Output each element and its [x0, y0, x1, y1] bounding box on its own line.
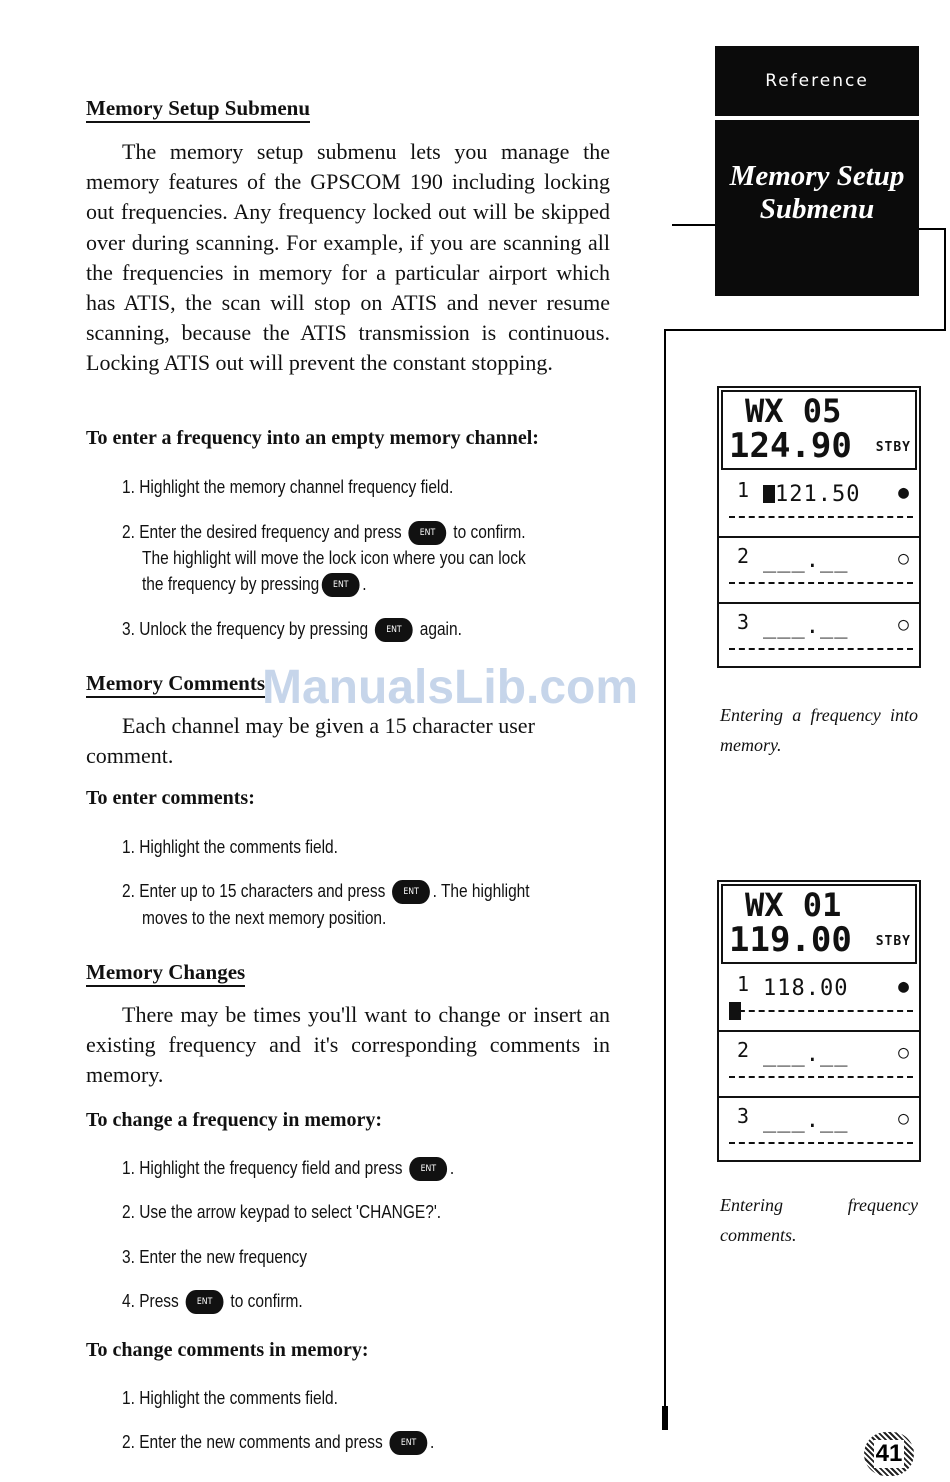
memory-changes-paragraph: There may be times you'll want to change or insert an existing frequency and it's corresponding comments in memory.	[86, 1002, 610, 1088]
lcd-header	[721, 390, 917, 470]
watermark: ManualsLib.com	[262, 661, 639, 714]
comment-field	[729, 1076, 913, 1078]
unlock-icon: ○	[898, 1108, 909, 1129]
cursor-icon	[763, 485, 775, 503]
ent-key-icon: ENT	[392, 880, 430, 904]
tab-right-rule	[919, 228, 945, 230]
unlock-icon: ○	[898, 614, 909, 635]
lcd-screen-enter-frequency	[717, 386, 921, 668]
memory-row-number: 3	[737, 1104, 750, 1128]
title-tab-line2: Submenu	[759, 193, 875, 225]
change-frequency-step1	[122, 1155, 454, 1181]
enter-frequency-step2	[122, 519, 526, 545]
memory-row-number: 2	[737, 544, 750, 568]
step-text: 2. Enter the desired frequency and press	[122, 522, 402, 542]
ent-key-icon: ENT	[186, 1290, 224, 1314]
change-frequency-step2: 2. Use the arrow keypad to select 'CHANGE?'.	[122, 1202, 442, 1222]
step-text: . The highlight	[432, 881, 530, 901]
enter-frequency-step2-line2: The highlight will move the lock icon where you can lock	[142, 548, 526, 568]
memory-row-frequency: ___.__	[763, 1042, 849, 1067]
change-frequency-step4	[122, 1288, 303, 1314]
step-text: the frequency by pressing	[142, 574, 320, 594]
unlock-icon: ○	[898, 548, 909, 569]
lcd-stby-label: STBY	[875, 440, 911, 455]
enter-comments-step2-line2: moves to the next memory position.	[142, 908, 387, 928]
memory-row	[719, 538, 919, 604]
change-comments-step1: 1. Highlight the comments field.	[122, 1388, 338, 1408]
memory-setup-heading: Memory Setup Submenu	[86, 96, 310, 123]
enter-frequency-subhead: To enter a frequency into an empty memory channel:	[86, 427, 539, 449]
enter-comments-step1: 1. Highlight the comments field.	[122, 837, 338, 857]
memory-row-frequency: ___.__	[763, 1108, 849, 1133]
step-text: .	[449, 1158, 455, 1178]
lcd-header	[721, 884, 917, 964]
lcd-stby-label: STBY	[875, 934, 911, 949]
lcd-screen-enter-comments	[717, 880, 921, 1162]
ent-key-icon: ENT	[375, 618, 413, 642]
screen2-caption: Entering frequency comments.	[720, 1195, 918, 1245]
memory-comments-heading: Memory Comments	[86, 671, 265, 698]
ent-key-icon: ENT	[390, 1431, 428, 1455]
step-text: again.	[419, 619, 462, 639]
change-frequency-step3: 3. Enter the new frequency	[122, 1247, 308, 1267]
enter-comments-step2	[122, 878, 530, 904]
title-tab-line1: Memory Setup	[729, 160, 905, 192]
column-divider	[664, 329, 666, 1409]
step-text: .	[430, 1432, 435, 1452]
step-text: 2. Enter up to 15 characters and press	[122, 881, 386, 901]
memory-row-frequency-value: 121.50	[775, 482, 861, 507]
memory-changes-heading: Memory Changes	[86, 960, 245, 987]
comment-field	[729, 1142, 913, 1144]
memory-row	[719, 1032, 919, 1098]
enter-frequency-step3	[122, 616, 462, 642]
section-tab-label: Reference	[765, 71, 869, 91]
memory-row-frequency: 118.00	[763, 976, 849, 1001]
memory-row-number: 1	[737, 478, 750, 502]
memory-row	[719, 604, 919, 668]
comment-field	[729, 648, 913, 650]
title-tab	[715, 120, 919, 296]
memory-row	[719, 472, 919, 538]
comment-field	[729, 582, 913, 584]
step-text: 3. Unlock the frequency by pressing	[122, 619, 369, 639]
lock-icon: ●	[898, 482, 909, 503]
ent-key-icon: ENT	[322, 573, 360, 597]
step-text: to confirm.	[230, 1291, 303, 1311]
screen1-caption: Entering a frequency into memory.	[720, 705, 918, 755]
step-text: to confirm.	[453, 522, 526, 542]
change-frequency-subhead: To change a frequency in memory:	[86, 1109, 383, 1131]
column-top-rule	[664, 329, 946, 331]
step-text: 4. Press	[122, 1291, 179, 1311]
memory-row	[719, 1098, 919, 1162]
page-number: 41	[875, 1440, 903, 1467]
column-divider-end	[662, 1406, 668, 1430]
change-comments-step2	[122, 1429, 434, 1455]
lcd-frequency: 124.90	[729, 426, 852, 466]
memory-row-number: 1	[737, 972, 750, 996]
step-text: 2. Enter the new comments and press	[122, 1432, 383, 1452]
lock-icon: ●	[898, 976, 909, 997]
memory-row-frequency	[763, 482, 860, 507]
unlock-icon: ○	[898, 1042, 909, 1063]
lcd-channel: WX 01	[745, 886, 842, 924]
comment-field	[729, 1010, 913, 1012]
lcd-channel: WX 05	[745, 392, 842, 430]
step-text: 1. Highlight the frequency field and press	[122, 1158, 403, 1178]
change-comments-subhead: To change comments in memory:	[86, 1339, 369, 1361]
enter-frequency-step1: 1. Highlight the memory channel frequency field.	[122, 477, 454, 497]
tab-right-vertical-rule	[944, 228, 946, 330]
memory-row-frequency: ___.__	[763, 548, 849, 573]
memory-row-number: 2	[737, 1038, 750, 1062]
lcd-frequency: 119.00	[729, 920, 852, 960]
tab-connector-rule	[672, 224, 715, 226]
memory-row	[719, 966, 919, 1032]
step-text: .	[362, 574, 367, 594]
memory-comments-paragraph: Each channel may be given a 15 character user comment.	[86, 713, 535, 769]
enter-frequency-step2-line3	[142, 571, 367, 597]
memory-row-frequency: ___.__	[763, 614, 849, 639]
page-number-badge	[864, 1432, 914, 1476]
comment-field	[729, 516, 913, 518]
memory-row-number: 3	[737, 610, 750, 634]
ent-key-icon: ENT	[409, 521, 447, 545]
memory-setup-paragraph: The memory setup submenu lets you manage the memory features of the GPSCOM 190 including locking out frequencies. Any frequency locked out will be skipped over during scanning. For example, if you are scanning all the frequencies in memory for a particular airport which has ATIS, the scan will stop on ATIS and never resume scanning, because the ATIS transmission is continuous. Locking ATIS out will prevent the constant stopping.	[86, 139, 610, 376]
enter-comments-subhead: To enter comments:	[86, 787, 255, 809]
section-tab	[715, 46, 919, 116]
ent-key-icon: ENT	[409, 1157, 447, 1181]
